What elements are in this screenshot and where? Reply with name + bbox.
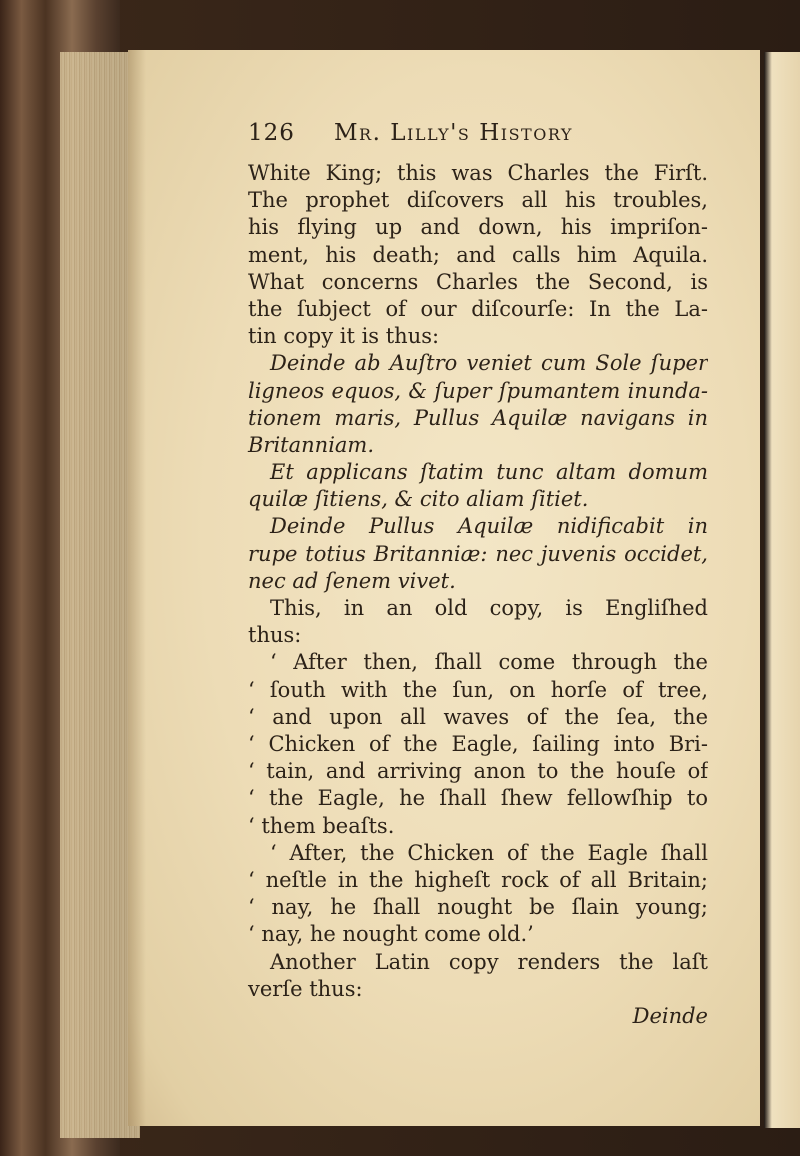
text-line: ‘ them beaſts.: [248, 813, 395, 838]
text-line: tionem maris, Pullus Aquilæ navigans in: [248, 405, 708, 430]
facing-page-edge: [764, 52, 800, 1128]
text-line: ‘ ſouth with the ſun, on horſe of tree,: [248, 677, 708, 702]
page-content: [248, 120, 708, 1030]
text-line: his flying up and down, his impriſon-: [248, 215, 708, 240]
text-line: ligneos equos, & ſuper ſpumantem inunda-: [248, 378, 708, 403]
text-line: ‘ nay, he nought come old.’: [248, 922, 534, 947]
text-line: ‘ Chicken of the Eagle, ſailing into Bri-: [248, 732, 708, 757]
text-line: What concerns Charles the Second, is: [248, 269, 708, 294]
text-line: quilæ ſitiens, & cito aliam ſitiet.: [248, 487, 589, 512]
text-line: ‘ nay, he ſhall nought be ſlain young;: [248, 895, 708, 920]
text-line: ‘ neſtle in the higheſt rock of all Britain;: [248, 867, 708, 892]
page-gutter-shadow: [128, 50, 146, 1126]
page-number: 126: [248, 120, 295, 146]
text-line: Deinde Pullus Aquilæ nidificabit in: [270, 514, 708, 539]
text-line: ‘ After, the Chicken of the Eagle ſhall: [270, 840, 708, 865]
running-head: [248, 120, 708, 160]
text-line: ‘ and upon all waves of the ſea, the: [248, 704, 708, 729]
text-line: thus:: [248, 623, 302, 648]
text-line: White King; this was Charles the Firſt.: [248, 161, 708, 185]
text-line: This, in an old copy, is Engliſhed: [270, 596, 708, 621]
text-line: nec ad ſenem vivet.: [248, 568, 456, 593]
text-line: verſe thus:: [248, 976, 363, 1001]
text-line: Britanniam.: [248, 432, 375, 457]
text-line: Deinde ab Auſtro veniet cum Sole ſuper: [270, 351, 708, 376]
text-line: the ſubject of our diſcourſe: In the La-: [248, 296, 708, 321]
text-line: rupe totius Britanniæ: nec juvenis occidet,: [248, 541, 708, 566]
text-line: ‘ After then, ſhall come through the: [270, 650, 708, 675]
body-text: [248, 160, 708, 1003]
text-line: ‘ the Eagle, he ſhall ſhew fellowſhip to: [248, 786, 708, 811]
text-line: ‘ tain, and arriving anon to the houſe of: [248, 759, 708, 784]
catchword-row: [248, 1003, 708, 1030]
text-line: Et applicans ſtatim tunc altam domum: [270, 460, 708, 485]
catchword: Deinde: [632, 1003, 708, 1028]
text-line: Another Latin copy renders the laſt: [270, 949, 708, 974]
running-title: Mr. Lilly's History: [334, 120, 573, 146]
text-line: tin copy it is thus:: [248, 324, 440, 349]
text-line: ment, his death; and calls him Aquila.: [248, 242, 708, 267]
text-line: The prophet diſcovers all his troubles,: [248, 188, 708, 213]
